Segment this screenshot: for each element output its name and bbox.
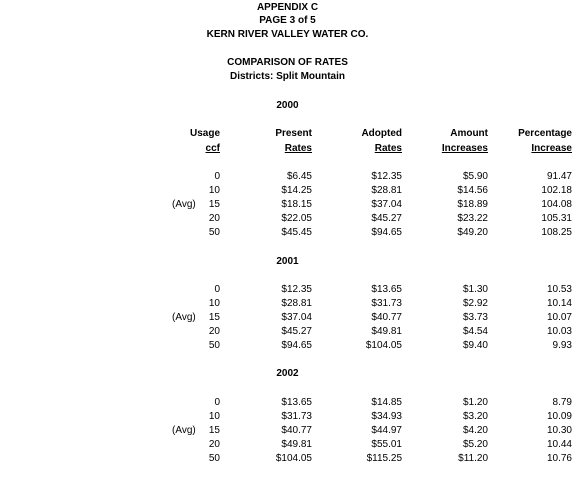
amount-increases-header: Increases <box>441 143 488 154</box>
usage-cell: 50 <box>208 227 220 238</box>
amount-increase-cell: $18.89 <box>457 199 488 210</box>
present-rate-cell: $22.05 <box>281 213 312 224</box>
percentage-increase-cell: 105.31 <box>541 213 572 224</box>
amount-increase-cell: $3.73 <box>462 312 488 323</box>
percentage-header: Percentage <box>518 128 572 139</box>
percentage-increase-header: Increase <box>531 143 572 154</box>
percentage-increase-cell: 10.14 <box>546 298 572 309</box>
usage-cell: 10 <box>208 298 220 309</box>
usage-cell: 20 <box>208 213 220 224</box>
percentage-increase-cell: 10.09 <box>546 411 572 422</box>
percentage-increase-cell: 10.53 <box>546 284 572 295</box>
adopted-rate-cell: $31.73 <box>371 298 402 309</box>
adopted-rate-cell: $44.97 <box>371 425 402 436</box>
adopted-rate-cell: $45.27 <box>371 213 402 224</box>
percentage-increase-cell: 8.79 <box>552 397 572 408</box>
avg-label: (Avg) <box>172 425 196 436</box>
percentage-increase-cell: 10.07 <box>546 312 572 323</box>
amount-increase-cell: $4.54 <box>462 326 488 337</box>
amount-increase-cell: $49.20 <box>457 227 488 238</box>
adopted-rate-cell: $55.01 <box>371 439 402 450</box>
amount-increase-cell: $5.20 <box>462 439 488 450</box>
present-header: Present <box>275 128 312 139</box>
present-rate-cell: $6.45 <box>286 171 312 182</box>
percentage-increase-cell: 104.08 <box>541 199 572 210</box>
adopted-header: Adopted <box>361 128 402 139</box>
usage-cell: 15 <box>208 312 220 323</box>
percentage-increase-cell: 91.47 <box>546 171 572 182</box>
usage-cell: 0 <box>214 171 220 182</box>
usage-cell: 15 <box>208 199 220 210</box>
usage-header: Usage <box>189 128 220 139</box>
percentage-increase-cell: 10.30 <box>546 425 572 436</box>
amount-increase-cell: $5.90 <box>462 171 488 182</box>
adopted-rate-cell: $115.25 <box>366 453 402 464</box>
present-rate-cell: $45.27 <box>281 326 312 337</box>
avg-label: (Avg) <box>172 312 196 323</box>
usage-cell: 0 <box>214 284 220 295</box>
present-rate-cell: $49.81 <box>281 439 312 450</box>
usage-cell: 15 <box>208 425 220 436</box>
year-heading: 2000 <box>276 100 299 111</box>
adopted-rate-cell: $94.65 <box>371 227 402 238</box>
amount-increase-cell: $14.56 <box>457 185 488 196</box>
year-heading: 2002 <box>276 368 299 379</box>
usage-cell: 10 <box>208 411 220 422</box>
present-rate-cell: $94.65 <box>281 340 312 351</box>
company-name: KERN RIVER VALLEY WATER CO. <box>206 29 369 40</box>
present-rate-cell: $45.45 <box>281 227 312 238</box>
present-rate-cell: $104.05 <box>275 453 312 464</box>
districts-label: Districts: Split Mountain <box>230 71 345 82</box>
usage-cell: 50 <box>208 340 220 351</box>
amount-increase-cell: $2.92 <box>462 298 488 309</box>
amount-increase-cell: $1.20 <box>462 397 488 408</box>
adopted-rate-cell: $28.81 <box>371 185 402 196</box>
amount-increase-cell: $9.40 <box>462 340 488 351</box>
amount-increase-cell: $3.20 <box>462 411 488 422</box>
amount-increase-cell: $1.30 <box>462 284 488 295</box>
percentage-increase-cell: 108.25 <box>541 227 572 238</box>
usage-cell: 20 <box>208 439 220 450</box>
present-rate-cell: $12.35 <box>281 284 312 295</box>
amount-increase-cell: $11.20 <box>458 453 488 464</box>
amount-header: Amount <box>450 128 488 139</box>
present-rate-cell: $28.81 <box>281 298 312 309</box>
present-rates-header: Rates <box>284 143 312 154</box>
document-title: COMPARISON OF RATES <box>227 57 348 68</box>
usage-cell: 50 <box>208 453 220 464</box>
percentage-increase-cell: 9.93 <box>552 340 572 351</box>
adopted-rate-cell: $40.77 <box>371 312 402 323</box>
amount-increase-cell: $23.22 <box>457 213 488 224</box>
adopted-rate-cell: $12.35 <box>371 171 402 182</box>
percentage-increase-cell: 102.18 <box>541 185 572 196</box>
adopted-rate-cell: $34.93 <box>371 411 402 422</box>
amount-increase-cell: $4.20 <box>462 425 488 436</box>
appendix-title: APPENDIX C <box>256 2 319 13</box>
adopted-rates-header: Rates <box>374 143 402 154</box>
usage-cell: 0 <box>214 397 220 408</box>
present-rate-cell: $13.65 <box>281 397 312 408</box>
percentage-increase-cell: 10.44 <box>546 439 572 450</box>
adopted-rate-cell: $13.65 <box>371 284 402 295</box>
usage-cell: 20 <box>208 326 220 337</box>
present-rate-cell: $14.25 <box>281 185 312 196</box>
percentage-increase-cell: 10.76 <box>546 453 572 464</box>
present-rate-cell: $18.15 <box>281 199 312 210</box>
percentage-increase-cell: 10.03 <box>546 326 572 337</box>
avg-label: (Avg) <box>172 199 196 210</box>
page-number: PAGE 3 of 5 <box>259 15 316 26</box>
adopted-rate-cell: $37.04 <box>371 199 402 210</box>
adopted-rate-cell: $49.81 <box>371 326 402 337</box>
adopted-rate-cell: $104.05 <box>365 340 402 351</box>
year-heading: 2001 <box>276 256 299 267</box>
present-rate-cell: $31.73 <box>281 411 312 422</box>
usage-unit-header: ccf <box>205 143 220 154</box>
present-rate-cell: $40.77 <box>281 425 312 436</box>
usage-cell: 10 <box>208 185 220 196</box>
adopted-rate-cell: $14.85 <box>371 397 402 408</box>
present-rate-cell: $37.04 <box>281 312 312 323</box>
